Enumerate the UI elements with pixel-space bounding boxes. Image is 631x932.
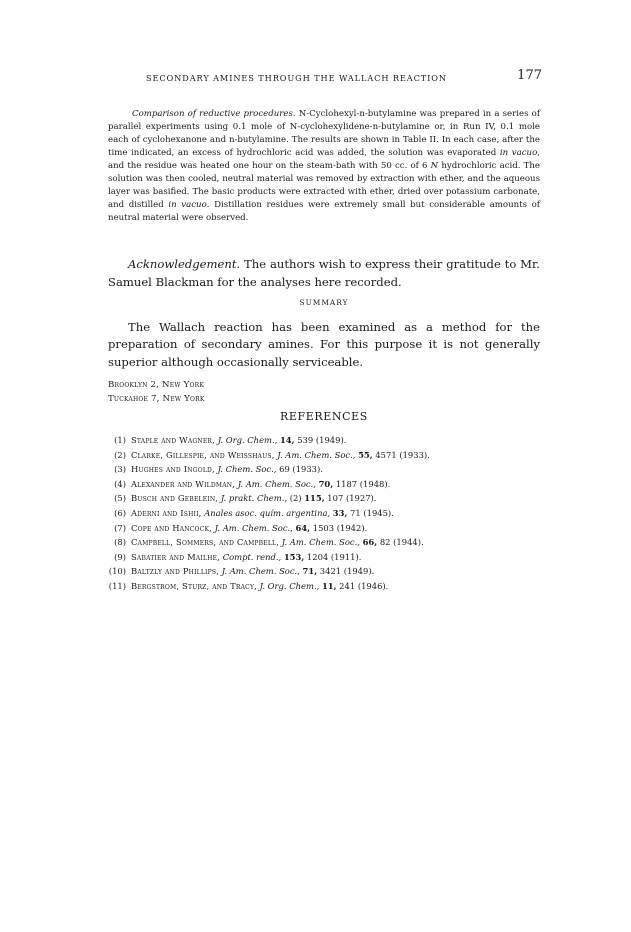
reference-body xyxy=(131,433,346,448)
running-title: SECONDARY AMINES THROUGH THE WALLACH REACTION xyxy=(146,73,447,83)
summary-text: The Wallach reaction has been examined as a method for the preparation of secondary amines. For this purpose it is not generally superior although occasionally serviceable. xyxy=(108,320,540,369)
reference-number: (11) xyxy=(108,580,126,591)
references-list xyxy=(104,433,544,594)
reference-journal: Anales asoc. quím. argentina, xyxy=(204,507,331,518)
reference-pages-year: 71 (1945). xyxy=(347,507,394,518)
method-text-part: N-Cyclohexyl-n-butylamine was prepared in a series of parallel experiments using 0.1 mole of N-cyclohexylidene-n-butylamine or, in Run IV, 0.1 mole each of cyclohexanone and n-butylamine. The results are shown in Table II. In each case, after the time indicated, an excess of hydrochloric acid was added, the solution was evaporated xyxy=(108,109,540,159)
reference-number: (2) xyxy=(114,449,126,460)
method-text-part: , and the residue was heated one hour on the steam-bath with 50 cc. of 6 xyxy=(108,148,541,172)
method-text xyxy=(108,108,540,225)
reference-journal: J. Org. Chem., xyxy=(217,435,278,445)
reference-pages-year: (2) xyxy=(287,493,305,504)
address-line: Brooklyn 2, New York xyxy=(108,380,205,390)
reference-journal: J. Am. Chem. Soc., xyxy=(237,478,316,489)
reference-number: (10) xyxy=(108,566,126,577)
reference-volume: 55, xyxy=(358,449,373,460)
reference-volume: 33, xyxy=(332,507,348,518)
reference-body xyxy=(131,448,430,463)
reference-volume: 70, xyxy=(318,478,334,489)
reference-authors: Sabatier and Mailhe, xyxy=(131,551,221,562)
reference-authors: Clarke, Gillespie, and Weisshaus, xyxy=(131,449,275,460)
reference-body xyxy=(131,579,388,594)
reference-number: (9) xyxy=(114,551,126,562)
in-vacuo-term: in vacuo xyxy=(168,200,207,211)
reference-item xyxy=(104,564,544,579)
reference-item xyxy=(104,506,544,521)
reference-authors: Hughes and Ingold, xyxy=(131,464,215,475)
reference-pages-year: 82 (1944). xyxy=(377,537,424,548)
reference-pages-year: 4571 (1933). xyxy=(372,449,430,460)
reference-number: (1) xyxy=(114,435,126,445)
method-text-part: . Distillation residues were extremely small but considerable amounts of neutral material were observed. xyxy=(108,200,540,224)
reference-number: (4) xyxy=(114,478,126,489)
reference-body xyxy=(131,506,394,521)
reference-journal: J. Am. Chem. Soc., xyxy=(214,522,293,533)
reference-pages-year: 1187 (1948). xyxy=(333,478,391,489)
method-heading: Comparison of reductive procedures. xyxy=(132,109,296,119)
reference-authors: Alexander and Wildman, xyxy=(131,478,236,489)
reference-authors: Aderni and Ishii, xyxy=(131,507,202,518)
acknowledgement-text xyxy=(108,256,540,291)
reference-item xyxy=(104,433,544,448)
page-number: 177 xyxy=(517,68,542,83)
summary-heading: SUMMARY xyxy=(299,298,349,307)
author-addresses xyxy=(108,378,408,406)
reference-body xyxy=(131,521,367,536)
reference-journal: J. Am. Chem. Soc., xyxy=(277,449,356,460)
reference-item xyxy=(104,477,544,492)
address-line: Tuckahoe 7, New York xyxy=(108,394,205,405)
acknowledgement-body: The authors wish to express their gratitude to Mr. Samuel Blackman for the analyses here recorded. xyxy=(108,257,540,289)
reference-pages-year: 107 (1927). xyxy=(324,493,377,504)
reference-journal: J. Am. Chem. Soc., xyxy=(281,537,360,548)
page-header xyxy=(110,66,542,86)
reference-item xyxy=(104,579,544,594)
reference-pages-year: 69 (1933). xyxy=(276,464,323,475)
reference-number: (8) xyxy=(114,537,126,548)
summary-paragraph xyxy=(108,319,540,371)
acknowledgement-paragraph xyxy=(108,256,540,291)
reference-volume: 14, xyxy=(279,435,295,445)
normality-symbol: N xyxy=(430,161,439,172)
reference-volume: 153, xyxy=(283,551,305,562)
reference-item xyxy=(104,535,544,550)
reference-item xyxy=(104,491,544,506)
reference-journal: J. Am. Chem. Soc., xyxy=(221,566,300,577)
reference-pages-year: 241 (1946). xyxy=(336,580,389,591)
reference-pages-year: 3421 (1949). xyxy=(317,566,375,577)
reference-authors: Baltzly and Phillips, xyxy=(131,566,220,577)
method-text-part: hydrochloric acid. The solution was then cooled, neutral material was removed by extraction with ether, and the aqueous layer was basified. The basic products were extracted with ether, dried over potassium carbonate, and distilled xyxy=(108,161,541,211)
reference-item xyxy=(104,521,544,536)
reference-authors: Campbell, Sommers, and Campbell, xyxy=(131,537,280,548)
in-vacuo-term: in vacuo xyxy=(499,148,538,159)
reference-body xyxy=(131,535,424,550)
reference-volume: 64, xyxy=(295,522,311,533)
reference-body xyxy=(131,564,374,579)
reference-volume: 66, xyxy=(362,537,378,548)
reference-body xyxy=(131,462,323,477)
reference-number: (5) xyxy=(114,493,126,504)
reference-body xyxy=(131,491,376,506)
reference-authors: Cope and Hancock, xyxy=(131,522,212,533)
acknowledgement-heading: Acknowledgement. xyxy=(128,257,241,271)
reference-pages-year: 1503 (1942). xyxy=(310,522,368,533)
reference-authors: Bergstrom, Sturz, and Tracy, xyxy=(131,580,257,591)
method-paragraph xyxy=(108,108,540,225)
reference-item xyxy=(104,462,544,477)
reference-journal: Compt. rend., xyxy=(222,551,282,562)
reference-body xyxy=(131,550,361,565)
reference-number: (6) xyxy=(114,507,126,518)
reference-authors: Busch and Gebelein, xyxy=(131,493,219,504)
reference-body xyxy=(131,477,390,492)
reference-authors: Staple and Wagner, xyxy=(131,435,216,445)
reference-pages-year: 539 (1949). xyxy=(294,435,347,445)
reference-journal: J. Org. Chem., xyxy=(259,580,320,591)
reference-journal: J. prakt. Chem., xyxy=(220,493,288,504)
reference-volume: 115, xyxy=(304,493,325,504)
reference-number: (3) xyxy=(114,464,126,475)
reference-number: (7) xyxy=(114,522,126,533)
reference-journal: J. Chem. Soc., xyxy=(217,464,277,475)
reference-item xyxy=(104,550,544,565)
reference-volume: 11, xyxy=(321,580,337,591)
reference-volume: 71, xyxy=(302,566,318,577)
reference-item xyxy=(104,448,544,463)
references-heading: REFERENCES xyxy=(280,410,368,423)
reference-pages-year: 1204 (1911). xyxy=(304,551,362,562)
